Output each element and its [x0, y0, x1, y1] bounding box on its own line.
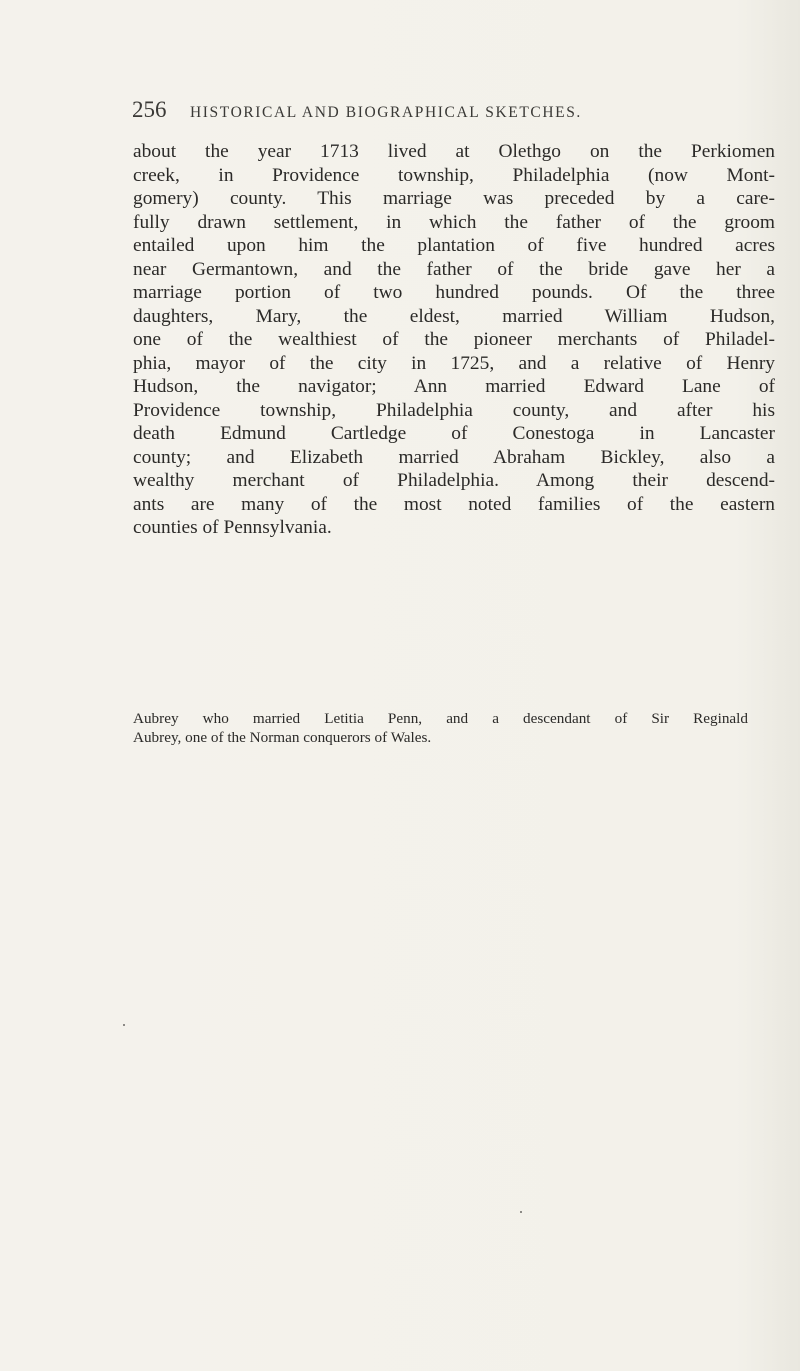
body-line: entailed upon him the plantation of five hundred acres [133, 235, 775, 256]
body-line: near Germantown, and the father of the bride gave her a [133, 258, 775, 280]
body-line: Providence township, Philadelphia county, and after his [133, 399, 775, 421]
body-line: Hudson, the navigator; Ann married Edward Lane of [133, 376, 775, 397]
body-line: about the year 1713 lived at Olethgo on the Perkiomen [133, 141, 775, 162]
page-header [132, 97, 752, 123]
body-line: gomery) county. This marriage was preceded by a care- [133, 188, 775, 209]
footnote [133, 709, 748, 747]
footnote-line: Aubrey who married Letitia Penn, and a descendant of Sir Reginald [133, 710, 748, 727]
body-line: daughters, Mary, the eldest, married William Hudson, [133, 305, 775, 327]
body-line: one of the wealthiest of the pioneer merchants of Philadel- [133, 329, 775, 350]
body-paragraph [133, 140, 775, 540]
body-line: counties of Pennsylvania. [133, 517, 332, 538]
body-line: marriage portion of two hundred pounds. Of the three [133, 282, 775, 303]
body-line: wealthy merchant of Philadelphia. Among their descend- [133, 470, 775, 491]
paper-speck [123, 1024, 125, 1026]
page-number: 256 [132, 97, 167, 122]
body-line: county; and Elizabeth married Abraham Bickley, also a [133, 446, 775, 468]
body-line: ants are many of the most noted families of the eastern [133, 493, 775, 515]
body-line: creek, in Providence township, Philadelphia (now Mont- [133, 164, 775, 186]
running-head: HISTORICAL AND BIOGRAPHICAL SKETCHES. [190, 104, 582, 121]
footnote-line: Aubrey, one of the Norman conquerors of Wales. [133, 729, 432, 746]
body-line: phia, mayor of the city in 1725, and a relative of Henry [133, 352, 775, 374]
paper-speck [520, 1211, 522, 1213]
body-line: death Edmund Cartledge of Conestoga in Lancaster [133, 423, 775, 444]
body-line: fully drawn settlement, in which the father of the groom [133, 211, 775, 233]
